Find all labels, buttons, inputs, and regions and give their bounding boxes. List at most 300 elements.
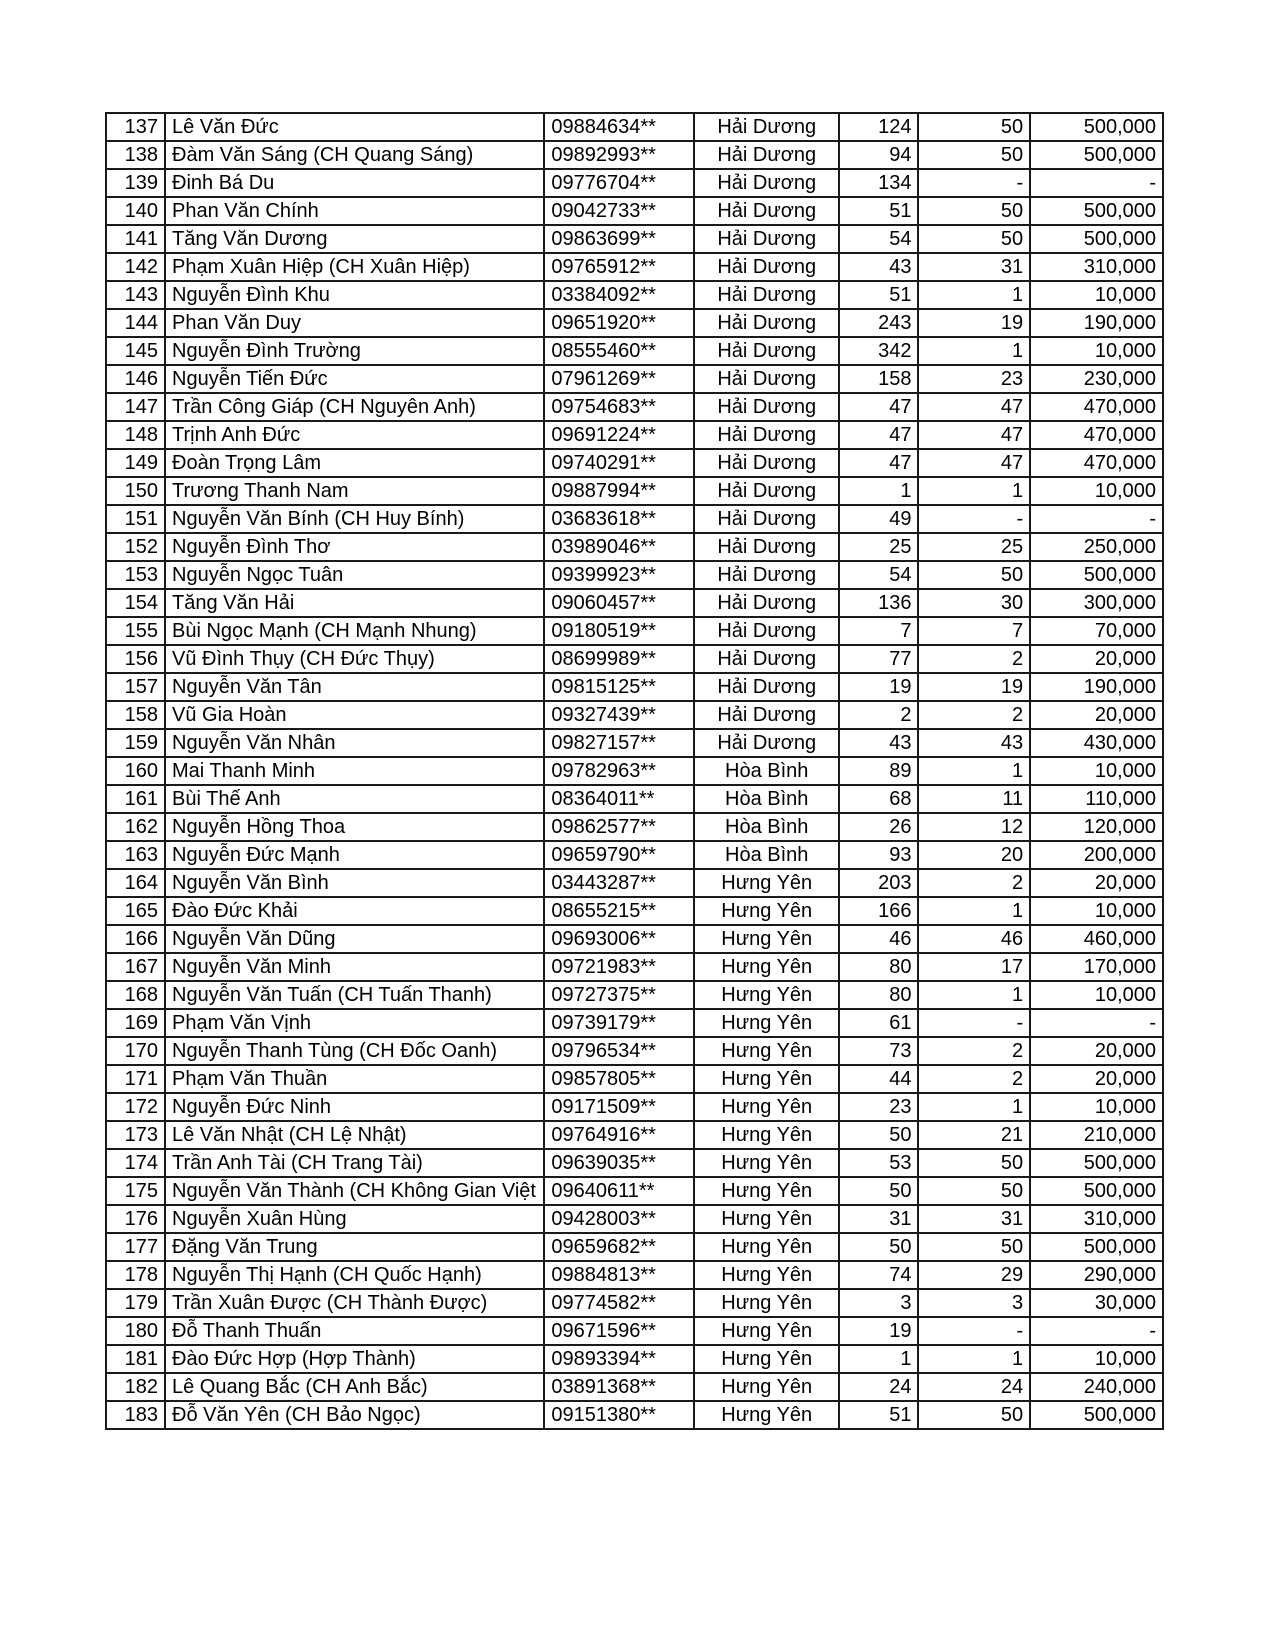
table-row [106,701,1163,729]
customer-name-cell: Nguyễn Văn Tân [165,673,544,701]
table-row [106,729,1163,757]
province-cell: Hưng Yên [694,1261,839,1289]
amount-cell: 20,000 [1030,701,1163,729]
row-number-cell: 182 [106,1373,165,1401]
province-cell: Hải Dương [694,225,839,253]
customer-name-cell: Phạm Văn Thuần [165,1065,544,1093]
province-cell: Hải Dương [694,253,839,281]
row-number-cell: 165 [106,897,165,925]
quantity-total-cell: 54 [839,561,918,589]
phone-number-cell: 09827157** [544,729,694,757]
row-number-cell: 142 [106,253,165,281]
amount-cell: 240,000 [1030,1373,1163,1401]
row-number-cell: 176 [106,1205,165,1233]
quantity-total-cell: 43 [839,253,918,281]
quantity-awarded-cell: 50 [918,561,1030,589]
table-row [106,225,1163,253]
customer-name-cell: Nguyễn Đức Ninh [165,1093,544,1121]
amount-cell: 470,000 [1030,393,1163,421]
quantity-total-cell: 50 [839,1233,918,1261]
row-number-cell: 138 [106,141,165,169]
quantity-awarded-cell: 50 [918,1401,1030,1429]
quantity-awarded-cell: 1 [918,337,1030,365]
phone-number-cell: 03443287** [544,869,694,897]
province-cell: Hưng Yên [694,1289,839,1317]
quantity-awarded-cell: 31 [918,253,1030,281]
phone-number-cell: 08555460** [544,337,694,365]
amount-cell: - [1030,1317,1163,1345]
quantity-awarded-cell: 50 [918,197,1030,225]
customer-name-cell: Phạm Xuân Hiệp (CH Xuân Hiệp) [165,253,544,281]
table-row [106,673,1163,701]
row-number-cell: 175 [106,1177,165,1205]
customer-name-cell: Nguyễn Thị Hạnh (CH Quốc Hạnh) [165,1261,544,1289]
table-row [106,1233,1163,1261]
customer-name-cell: Bùi Ngọc Mạnh (CH Mạnh Nhung) [165,617,544,645]
quantity-total-cell: 19 [839,1317,918,1345]
quantity-total-cell: 89 [839,757,918,785]
table-row [106,869,1163,897]
phone-number-cell: 09721983** [544,953,694,981]
phone-number-cell: 09893394** [544,1345,694,1373]
province-cell: Hưng Yên [694,981,839,1009]
quantity-total-cell: 54 [839,225,918,253]
customer-name-cell: Nguyễn Văn Bình [165,869,544,897]
customer-name-cell: Lê Văn Nhật (CH Lệ Nhật) [165,1121,544,1149]
customer-name-cell: Đặng Văn Trung [165,1233,544,1261]
province-cell: Hải Dương [694,337,839,365]
customer-name-cell: Phan Văn Duy [165,309,544,337]
amount-cell: 20,000 [1030,1065,1163,1093]
amount-cell: 190,000 [1030,673,1163,701]
province-cell: Hải Dương [694,589,839,617]
amount-cell: 230,000 [1030,365,1163,393]
province-cell: Hưng Yên [694,1037,839,1065]
phone-number-cell: 03384092** [544,281,694,309]
quantity-awarded-cell: 7 [918,617,1030,645]
table-row [106,113,1163,141]
table-row [106,617,1163,645]
table-row [106,1149,1163,1177]
row-number-cell: 171 [106,1065,165,1093]
province-cell: Hưng Yên [694,1149,839,1177]
province-cell: Hưng Yên [694,1121,839,1149]
customer-name-cell: Vũ Đình Thụy (CH Đức Thụy) [165,645,544,673]
quantity-awarded-cell: 43 [918,729,1030,757]
phone-number-cell: 03989046** [544,533,694,561]
table-row [106,1345,1163,1373]
province-cell: Hưng Yên [694,1065,839,1093]
row-number-cell: 183 [106,1401,165,1429]
amount-cell: 10,000 [1030,477,1163,505]
row-number-cell: 161 [106,785,165,813]
amount-cell: 20,000 [1030,869,1163,897]
table-row [106,533,1163,561]
customer-name-cell: Bùi Thế Anh [165,785,544,813]
province-cell: Hòa Bình [694,785,839,813]
row-number-cell: 163 [106,841,165,869]
phone-number-cell: 09060457** [544,589,694,617]
amount-cell: 70,000 [1030,617,1163,645]
quantity-awarded-cell: 47 [918,449,1030,477]
province-cell: Hưng Yên [694,1345,839,1373]
table-row [106,925,1163,953]
table-row [106,897,1163,925]
customer-name-cell: Đỗ Văn Yên (CH Bảo Ngọc) [165,1401,544,1429]
row-number-cell: 168 [106,981,165,1009]
province-cell: Hải Dương [694,365,839,393]
row-number-cell: 144 [106,309,165,337]
table-row [106,813,1163,841]
quantity-awarded-cell: 50 [918,225,1030,253]
province-cell: Hải Dương [694,393,839,421]
row-number-cell: 174 [106,1149,165,1177]
table-row [106,1177,1163,1205]
table-row [106,1065,1163,1093]
amount-cell: 120,000 [1030,813,1163,841]
quantity-awarded-cell: 20 [918,841,1030,869]
customer-name-cell: Trần Công Giáp (CH Nguyên Anh) [165,393,544,421]
row-number-cell: 149 [106,449,165,477]
table-row [106,1289,1163,1317]
quantity-total-cell: 243 [839,309,918,337]
customer-name-cell: Mai Thanh Minh [165,757,544,785]
quantity-awarded-cell: 3 [918,1289,1030,1317]
table-row [106,449,1163,477]
quantity-awarded-cell: 50 [918,1233,1030,1261]
phone-number-cell: 09796534** [544,1037,694,1065]
amount-cell: 500,000 [1030,1149,1163,1177]
quantity-total-cell: 124 [839,113,918,141]
customer-name-cell: Trần Xuân Được (CH Thành Được) [165,1289,544,1317]
amount-cell: - [1030,1009,1163,1037]
quantity-awarded-cell: 12 [918,813,1030,841]
phone-number-cell: 09180519** [544,617,694,645]
phone-number-cell: 09739179** [544,1009,694,1037]
quantity-awarded-cell: - [918,169,1030,197]
quantity-awarded-cell: 1 [918,1093,1030,1121]
quantity-awarded-cell: 19 [918,673,1030,701]
amount-cell: 500,000 [1030,1401,1163,1429]
customer-name-cell: Đinh Bá Du [165,169,544,197]
quantity-awarded-cell: 50 [918,141,1030,169]
phone-number-cell: 09171509** [544,1093,694,1121]
phone-number-cell: 09428003** [544,1205,694,1233]
quantity-awarded-cell: - [918,1317,1030,1345]
amount-cell: - [1030,169,1163,197]
quantity-awarded-cell: 1 [918,281,1030,309]
row-number-cell: 145 [106,337,165,365]
amount-cell: 10,000 [1030,1093,1163,1121]
quantity-awarded-cell: 2 [918,1037,1030,1065]
row-number-cell: 173 [106,1121,165,1149]
row-number-cell: 166 [106,925,165,953]
row-number-cell: 143 [106,281,165,309]
phone-number-cell: 09659682** [544,1233,694,1261]
customer-name-cell: Nguyễn Văn Dũng [165,925,544,953]
province-cell: Hải Dương [694,617,839,645]
customer-name-cell: Nguyễn Đình Trường [165,337,544,365]
amount-cell: 460,000 [1030,925,1163,953]
quantity-total-cell: 74 [839,1261,918,1289]
customer-name-cell: Lê Văn Đức [165,113,544,141]
quantity-total-cell: 80 [839,953,918,981]
row-number-cell: 141 [106,225,165,253]
table-row [106,1009,1163,1037]
amount-cell: 500,000 [1030,197,1163,225]
table-row [106,1037,1163,1065]
quantity-total-cell: 68 [839,785,918,813]
quantity-total-cell: 51 [839,281,918,309]
amount-cell: 430,000 [1030,729,1163,757]
province-cell: Hưng Yên [694,1233,839,1261]
quantity-total-cell: 47 [839,449,918,477]
quantity-total-cell: 19 [839,673,918,701]
quantity-total-cell: 3 [839,1289,918,1317]
quantity-total-cell: 7 [839,617,918,645]
quantity-awarded-cell: 1 [918,757,1030,785]
quantity-total-cell: 134 [839,169,918,197]
phone-number-cell: 09884634** [544,113,694,141]
row-number-cell: 162 [106,813,165,841]
customer-name-cell: Nguyễn Đức Mạnh [165,841,544,869]
customer-name-cell: Trương Thanh Nam [165,477,544,505]
province-cell: Hải Dương [694,197,839,225]
phone-number-cell: 09774582** [544,1289,694,1317]
phone-number-cell: 07961269** [544,365,694,393]
quantity-total-cell: 43 [839,729,918,757]
table-row [106,337,1163,365]
amount-cell: 500,000 [1030,1233,1163,1261]
quantity-total-cell: 50 [839,1121,918,1149]
phone-number-cell: 09857805** [544,1065,694,1093]
table-row [106,197,1163,225]
province-cell: Hưng Yên [694,1401,839,1429]
row-number-cell: 153 [106,561,165,589]
customer-name-cell: Lê Quang Bắc (CH Anh Bắc) [165,1373,544,1401]
customer-name-cell: Đàm Văn Sáng (CH Quang Sáng) [165,141,544,169]
phone-number-cell: 09782963** [544,757,694,785]
table-row [106,953,1163,981]
quantity-total-cell: 44 [839,1065,918,1093]
phone-number-cell: 09151380** [544,1401,694,1429]
quantity-awarded-cell: 50 [918,1149,1030,1177]
quantity-awarded-cell: 2 [918,645,1030,673]
row-number-cell: 179 [106,1289,165,1317]
quantity-total-cell: 47 [839,393,918,421]
quantity-awarded-cell: 25 [918,533,1030,561]
quantity-awarded-cell: 2 [918,701,1030,729]
quantity-awarded-cell: 50 [918,113,1030,141]
customer-name-cell: Nguyễn Đình Khu [165,281,544,309]
amount-cell: 500,000 [1030,225,1163,253]
phone-number-cell: 09863699** [544,225,694,253]
quantity-total-cell: 46 [839,925,918,953]
table-row [106,281,1163,309]
amount-cell: 500,000 [1030,141,1163,169]
customer-name-cell: Nguyễn Đình Thơ [165,533,544,561]
customer-name-cell: Nguyễn Văn Thành (CH Không Gian Việt [165,1177,544,1205]
quantity-total-cell: 53 [839,1149,918,1177]
table-row [106,421,1163,449]
phone-number-cell: 09640611** [544,1177,694,1205]
table-body [106,113,1163,1429]
customer-name-cell: Đào Đức Hợp (Hợp Thành) [165,1345,544,1373]
province-cell: Hải Dương [694,561,839,589]
customer-name-cell: Vũ Gia Hoàn [165,701,544,729]
phone-number-cell: 09776704** [544,169,694,197]
quantity-total-cell: 1 [839,477,918,505]
quantity-awarded-cell: 21 [918,1121,1030,1149]
row-number-cell: 137 [106,113,165,141]
customer-name-cell: Tăng Văn Dương [165,225,544,253]
amount-cell: 10,000 [1030,757,1163,785]
quantity-awarded-cell: 19 [918,309,1030,337]
quantity-total-cell: 73 [839,1037,918,1065]
row-number-cell: 178 [106,1261,165,1289]
phone-number-cell: 08364011** [544,785,694,813]
table-row [106,981,1163,1009]
customer-name-cell: Nguyễn Ngọc Tuân [165,561,544,589]
customer-name-cell: Đỗ Thanh Thuấn [165,1317,544,1345]
quantity-total-cell: 1 [839,1345,918,1373]
row-number-cell: 169 [106,1009,165,1037]
amount-cell: 170,000 [1030,953,1163,981]
quantity-total-cell: 25 [839,533,918,561]
amount-cell: 500,000 [1030,113,1163,141]
phone-number-cell: 09754683** [544,393,694,421]
table-row [106,309,1163,337]
phone-number-cell: 09042733** [544,197,694,225]
customer-name-cell: Nguyễn Tiến Đức [165,365,544,393]
table-row [106,477,1163,505]
amount-cell: 30,000 [1030,1289,1163,1317]
province-cell: Hưng Yên [694,1317,839,1345]
row-number-cell: 148 [106,421,165,449]
customer-name-cell: Phan Văn Chính [165,197,544,225]
row-number-cell: 140 [106,197,165,225]
row-number-cell: 155 [106,617,165,645]
amount-cell: 290,000 [1030,1261,1163,1289]
amount-cell: 10,000 [1030,337,1163,365]
province-cell: Hưng Yên [694,925,839,953]
amount-cell: 200,000 [1030,841,1163,869]
province-cell: Hưng Yên [694,1205,839,1233]
phone-number-cell: 09399923** [544,561,694,589]
phone-number-cell: 09892993** [544,141,694,169]
phone-number-cell: 03891368** [544,1373,694,1401]
amount-cell: 500,000 [1030,561,1163,589]
amount-cell: 20,000 [1030,1037,1163,1065]
quantity-awarded-cell: - [918,505,1030,533]
quantity-total-cell: 51 [839,197,918,225]
amount-cell: 500,000 [1030,1177,1163,1205]
customer-name-cell: Nguyễn Thanh Tùng (CH Đốc Oanh) [165,1037,544,1065]
phone-number-cell: 09327439** [544,701,694,729]
province-cell: Hải Dương [694,113,839,141]
province-cell: Hưng Yên [694,1009,839,1037]
province-cell: Hưng Yên [694,1093,839,1121]
customer-name-cell: Tăng Văn Hải [165,589,544,617]
quantity-total-cell: 203 [839,869,918,897]
province-cell: Hải Dương [694,729,839,757]
province-cell: Hưng Yên [694,1373,839,1401]
customer-name-cell: Nguyễn Văn Tuấn (CH Tuấn Thanh) [165,981,544,1009]
row-number-cell: 167 [106,953,165,981]
phone-number-cell: 09693006** [544,925,694,953]
row-number-cell: 152 [106,533,165,561]
row-number-cell: 160 [106,757,165,785]
row-number-cell: 150 [106,477,165,505]
table-row [106,505,1163,533]
province-cell: Hưng Yên [694,953,839,981]
province-cell: Hưng Yên [694,869,839,897]
customer-name-cell: Trần Anh Tài (CH Trang Tài) [165,1149,544,1177]
province-cell: Hải Dương [694,449,839,477]
province-cell: Hưng Yên [694,1177,839,1205]
table-row [106,169,1163,197]
amount-cell: 310,000 [1030,253,1163,281]
quantity-total-cell: 49 [839,505,918,533]
province-cell: Hải Dương [694,169,839,197]
quantity-total-cell: 93 [839,841,918,869]
customer-name-cell: Nguyễn Văn Bính (CH Huy Bính) [165,505,544,533]
province-cell: Hưng Yên [694,897,839,925]
amount-cell: 210,000 [1030,1121,1163,1149]
amount-cell: 190,000 [1030,309,1163,337]
quantity-total-cell: 23 [839,1093,918,1121]
row-number-cell: 147 [106,393,165,421]
quantity-total-cell: 158 [839,365,918,393]
customer-name-cell: Nguyễn Hồng Thoa [165,813,544,841]
quantity-awarded-cell: 50 [918,1177,1030,1205]
data-table [105,112,1164,1430]
province-cell: Hòa Bình [694,757,839,785]
row-number-cell: 154 [106,589,165,617]
province-cell: Hải Dương [694,505,839,533]
row-number-cell: 157 [106,673,165,701]
amount-cell: 10,000 [1030,1345,1163,1373]
row-number-cell: 172 [106,1093,165,1121]
phone-number-cell: 09671596** [544,1317,694,1345]
table-row [106,1121,1163,1149]
table-row [106,785,1163,813]
quantity-total-cell: 80 [839,981,918,1009]
quantity-awarded-cell: 47 [918,421,1030,449]
province-cell: Hải Dương [694,281,839,309]
phone-number-cell: 09740291** [544,449,694,477]
province-cell: Hải Dương [694,645,839,673]
phone-number-cell: 09691224** [544,421,694,449]
quantity-total-cell: 31 [839,1205,918,1233]
row-number-cell: 159 [106,729,165,757]
quantity-awarded-cell: 2 [918,869,1030,897]
row-number-cell: 156 [106,645,165,673]
province-cell: Hải Dương [694,673,839,701]
quantity-total-cell: 2 [839,701,918,729]
province-cell: Hải Dương [694,421,839,449]
quantity-awarded-cell: 1 [918,1345,1030,1373]
amount-cell: 110,000 [1030,785,1163,813]
table-row [106,561,1163,589]
quantity-total-cell: 26 [839,813,918,841]
row-number-cell: 151 [106,505,165,533]
table-row [106,141,1163,169]
quantity-total-cell: 61 [839,1009,918,1037]
quantity-total-cell: 77 [839,645,918,673]
amount-cell: 250,000 [1030,533,1163,561]
row-number-cell: 158 [106,701,165,729]
